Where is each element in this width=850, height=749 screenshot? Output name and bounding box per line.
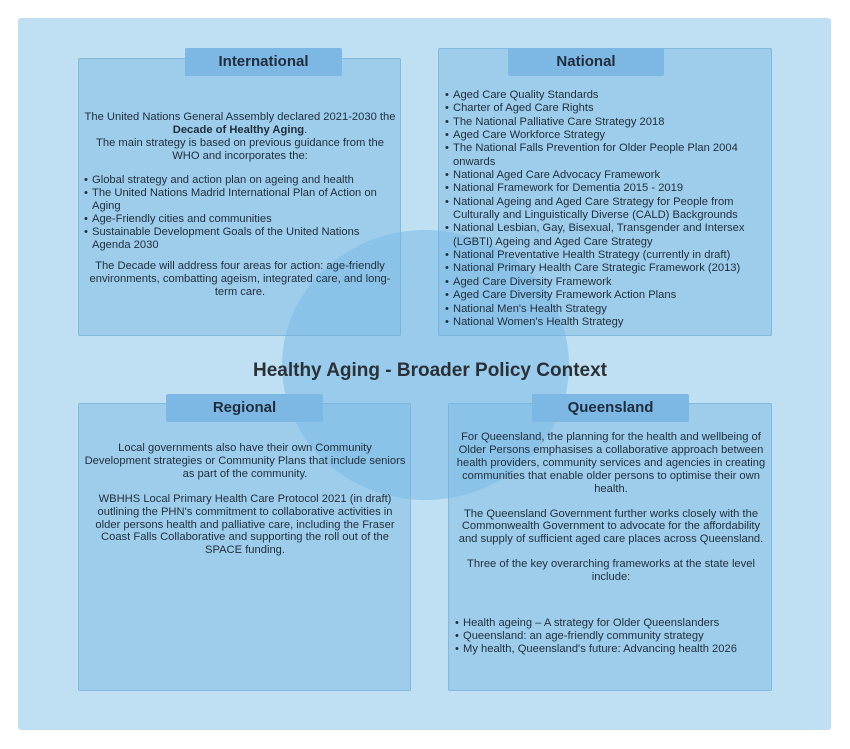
queensland-list [455,617,767,656]
queensland-heading: Queensland [532,394,689,422]
queensland-planning-text: For Queensland, the planning for the health and wellbeing of Older Persons emphasises a collaborative approach between health providers, community services and agencies in creating communities that enable older persons to optimise their own health. [456,431,766,495]
list-item: • National Framework for Dementia 2015 - 2019 [445,182,765,195]
regional-protocol-text: WBHHS Local Primary Health Care Protocol 2021 (in draft) outlining the PHN's commitment to collaborative activities in older persons health and palliative care, including the Fraser Coast Falls Collaborative and supporting the roll out of the SPACE funding. [95,492,395,557]
regional-heading: Regional [166,394,323,422]
list-item: • Global strategy and action plan on ageing and health [84,174,396,187]
list-item: • The United Nations Madrid International Plan of Action on Aging [84,187,396,213]
national-list [445,89,765,329]
list-item: • National Preventative Health Strategy (currently in draft) [445,249,765,262]
list-item: • Age-Friendly cities and communities [84,213,396,226]
list-item: • Aged Care Quality Standards [445,89,765,102]
list-item: • My health, Queensland's future: Advancing health 2026 [455,643,767,656]
queensland-body [452,431,770,584]
national-heading: National [508,48,664,76]
international-intro [82,111,398,137]
list-item: • National Ageing and Aged Care Strategy for People from Culturally and Linguistically Diverse (CALD) Backgrounds [445,196,765,223]
international-heading: International [185,48,342,76]
list-item: • Aged Care Workforce Strategy [445,129,765,142]
diagram-title: Healthy Aging - Broader Policy Context [252,360,607,381]
list-item: • Charter of Aged Care Rights [445,102,765,115]
international-footer [82,260,398,299]
international-intro-text: The United Nations General Assembly declared 2021-2030 the [84,111,396,123]
queensland-government-text: The Queensland Government further works closely with the Commonwealth Government to advocate for the affordability and supply of sufficient aged care places across Queensland. [458,507,764,546]
list-item: • National Aged Care Advocacy Framework [445,169,765,182]
international-intro-period: . [304,123,308,136]
list-item: • The National Palliative Care Strategy 2018 [445,116,765,129]
list-item: • Aged Care Diversity Framework [445,276,765,289]
international-guidance-text: The main strategy is based on previous guidance from the WHO and incorporates the: [96,136,384,162]
international-decade-text: Decade of Healthy Aging [172,123,305,136]
list-item: • National Lesbian, Gay, Bisexual, Transgender and Intersex (LGBTI) Ageing and Aged Care Strategy [445,222,765,249]
international-body [82,111,398,163]
queensland-frameworks-intro: Three of the key overarching frameworks at the state level include: [467,558,755,584]
list-item: • Queensland: an age-friendly community strategy [455,630,767,643]
list-item: • Sustainable Development Goals of the United Nations Agenda 2030 [84,226,396,252]
list-item: • The National Falls Prevention for Older People Plan 2004 onwards [445,142,765,169]
list-item: • National Men's Health Strategy [445,303,765,316]
regional-body [84,442,406,557]
list-item: • Aged Care Diversity Framework Action Plans [445,289,765,302]
regional-community-text: Local governments also have their own Community Development strategies or Community Plans that include seniors as part of the community. [84,442,406,480]
list-item: • National Primary Health Care Strategic Framework (2013) [445,262,765,275]
list-item: • Health ageing – A strategy for Older Queenslanders [455,617,767,630]
international-areas-text: The Decade will address four areas for action: age-friendly environments, combatting ageism, integrated care, and long-term care. [89,260,391,298]
international-list [84,174,396,251]
list-item: • National Women's Health Strategy [445,316,765,329]
